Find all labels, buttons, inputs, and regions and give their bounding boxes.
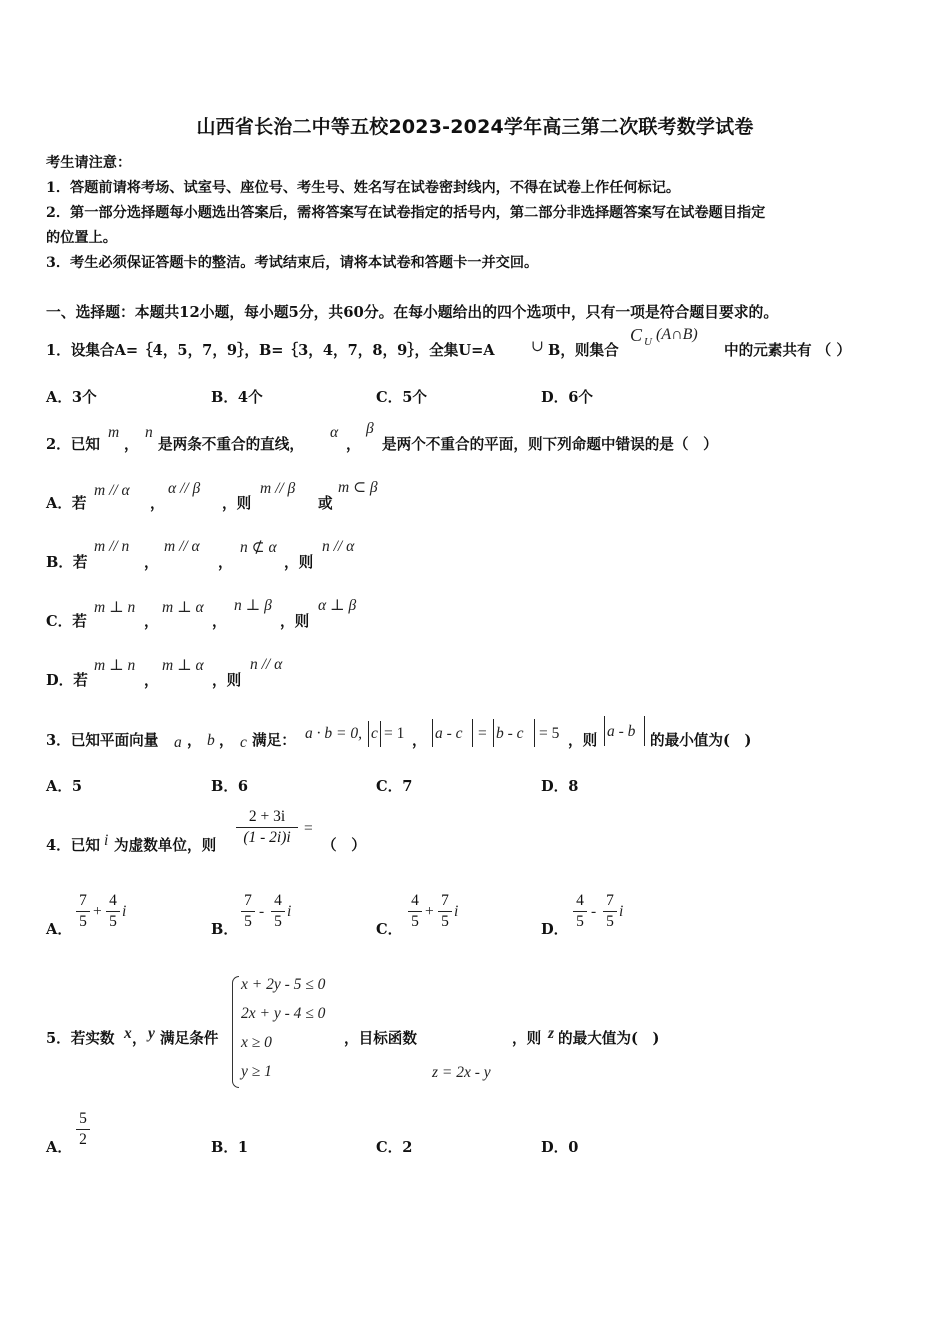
q4-option-a-frac2 bbox=[106, 892, 120, 931]
q4-option-c-frac2 bbox=[438, 892, 452, 931]
notice-item-2: 2．第一部分选择题每小题选出答案后，需将答案写在试卷指定的括号内，第二部分非选择题答案写在试卷题目指定 bbox=[46, 205, 766, 221]
q3-abs-bar bbox=[472, 719, 473, 747]
q4-option-c-label: C． bbox=[376, 921, 403, 938]
q2-d-result: n // α bbox=[250, 656, 283, 673]
q1-option-b: B．4个 bbox=[211, 389, 263, 406]
notice-item-3: 3．考生必须保证答题卡的整洁。考试结束后，请将本试卷和答题卡一并交回。 bbox=[46, 255, 539, 271]
q4-option-a-op: + bbox=[93, 903, 102, 920]
q2-b-cond3: n ⊄ α bbox=[240, 539, 277, 556]
q2-b-comma-1: ， bbox=[144, 554, 159, 571]
q3-cond4b: = 5 bbox=[539, 725, 560, 742]
q2-beta: β bbox=[366, 420, 374, 437]
q2-m: m bbox=[108, 424, 120, 441]
q2-a-comma: ， bbox=[150, 495, 165, 512]
q2-c-result: α ⊥ β bbox=[318, 597, 357, 614]
q5-y: y bbox=[148, 1025, 155, 1042]
q2-alpha: α bbox=[330, 424, 339, 441]
q2-b-cond2: m // α bbox=[164, 538, 200, 555]
q2-b-cond1: m // n bbox=[94, 538, 130, 555]
q5-constraint-1: x + 2y - 5 ≤ 0 bbox=[241, 976, 326, 993]
q5-objective: z = 2x - y bbox=[432, 1064, 491, 1081]
q2-comma: ， bbox=[124, 436, 139, 453]
q1-stem-b: B，则集合 bbox=[548, 342, 619, 359]
q5-stem-a: 5．若实数 bbox=[46, 1030, 115, 1047]
frac-num: 7 bbox=[244, 892, 252, 909]
frac-den: 5 bbox=[274, 913, 282, 930]
q3-abs-bar bbox=[432, 719, 433, 747]
q4-option-b-frac2 bbox=[271, 892, 285, 931]
q3-stem-d: 的最小值为( ) bbox=[650, 732, 752, 749]
q5-stem-c: ，目标函数 bbox=[344, 1030, 417, 1047]
q3-cond2b: = 1 bbox=[384, 725, 405, 742]
q5-constraint-4: y ≥ 1 bbox=[241, 1063, 272, 1080]
q2-stem-b: 是两条不重合的直线， bbox=[158, 436, 304, 453]
frac-num: 7 bbox=[441, 892, 449, 909]
q2-stem-a: 2．已知 bbox=[46, 436, 100, 453]
q3-vector-c: c bbox=[240, 734, 247, 751]
q1-union: ∪ bbox=[531, 338, 544, 355]
q5-system-brace bbox=[232, 976, 239, 1088]
q3-abs-bar bbox=[644, 716, 645, 746]
q1-stem-a: 1．设集合A=｛4，5，7，9｝，B=｛3，4，7，8，9｝，全集U=A bbox=[46, 342, 495, 359]
q5-stem-b: 满足条件 bbox=[160, 1030, 219, 1047]
frac-bar bbox=[573, 911, 587, 912]
q1-set-sub: U bbox=[644, 336, 652, 348]
q4-equals: = bbox=[304, 820, 313, 837]
q4-option-d-frac2 bbox=[603, 892, 617, 931]
frac-num: 4 bbox=[274, 892, 282, 909]
q4-option-a-frac1 bbox=[76, 892, 90, 931]
q1-option-c: C．5个 bbox=[376, 389, 427, 406]
q2-b-then: ，则 bbox=[284, 554, 314, 571]
frac-num: 4 bbox=[109, 892, 117, 909]
q5-comma: ， bbox=[132, 1030, 147, 1047]
q4-option-a-label: A． bbox=[46, 921, 72, 938]
q5-stem-e: 的最大值为( ) bbox=[558, 1030, 660, 1047]
q4-option-c-frac1 bbox=[408, 892, 422, 931]
frac-den: 5 bbox=[109, 913, 117, 930]
q4-numerator: 2 + 3i bbox=[248, 808, 286, 825]
q2-comma-2: ， bbox=[346, 436, 361, 453]
frac-den: 2 bbox=[79, 1131, 87, 1148]
q2-a-label: A．若 bbox=[46, 495, 87, 512]
q4-option-d-i: i bbox=[619, 903, 624, 920]
q2-n: n bbox=[145, 424, 153, 441]
q4-option-d-op: - bbox=[591, 903, 597, 920]
q2-d-comma: ， bbox=[144, 672, 159, 689]
notice-item-2-cont: 的位置上。 bbox=[46, 230, 117, 246]
frac-num: 5 bbox=[79, 1110, 87, 1127]
q5-option-a-label: A． bbox=[46, 1139, 72, 1156]
q3-cond1: a · b = 0, bbox=[305, 725, 362, 742]
q2-b-comma-2: ， bbox=[218, 554, 233, 571]
q3-comma-2: ， bbox=[219, 732, 234, 749]
q2-a-then: ，则 bbox=[222, 495, 252, 512]
q5-option-a-fraction bbox=[76, 1110, 90, 1149]
frac-den: 5 bbox=[576, 913, 584, 930]
frac-bar bbox=[241, 911, 255, 912]
q2-d-cond2: m ⊥ α bbox=[162, 657, 204, 674]
q2-a-or: 或 bbox=[318, 495, 333, 512]
q5-stem-d: ，则 bbox=[512, 1030, 542, 1047]
frac-num: 4 bbox=[576, 892, 584, 909]
frac-bar bbox=[76, 1129, 90, 1130]
q3-target: a - b bbox=[607, 723, 636, 740]
q5-x: x bbox=[124, 1025, 132, 1042]
q2-d-cond1: m ⊥ n bbox=[94, 657, 136, 674]
q2-b-label: B．若 bbox=[46, 554, 88, 571]
q4-option-c-i: i bbox=[454, 903, 459, 920]
frac-bar bbox=[76, 911, 90, 912]
q3-cond2: c bbox=[371, 725, 378, 742]
q4-stem-b: 为虚数单位，则 bbox=[114, 837, 217, 854]
q1-option-a: A．3个 bbox=[46, 389, 97, 406]
q1-stem-c: 中的元素共有 （ ） bbox=[724, 342, 851, 359]
q2-d-label: D．若 bbox=[46, 672, 88, 689]
q4-stem-a: 4．已知 bbox=[46, 837, 100, 854]
q4-option-c-op: + bbox=[425, 903, 434, 920]
frac-den: 5 bbox=[79, 913, 87, 930]
frac-num: 7 bbox=[606, 892, 614, 909]
q2-c-cond3: n ⊥ β bbox=[234, 597, 272, 614]
q4-i: i bbox=[104, 832, 109, 849]
q3-vector-a: a bbox=[174, 734, 182, 751]
q1-set-arg: (A∩B) bbox=[656, 326, 698, 343]
q3-stem-a: 3．已知平面向量 bbox=[46, 732, 159, 749]
q2-a-result1: m // β bbox=[260, 480, 296, 497]
q3-option-b: B．6 bbox=[211, 778, 249, 795]
q2-c-comma-1: ， bbox=[144, 613, 159, 630]
q2-a-cond1: m // α bbox=[94, 482, 130, 499]
section-heading: 一、选择题：本题共12小题，每小题5分，共60分。在每小题给出的四个选项中，只有一项是符合题目要求的。 bbox=[46, 304, 779, 321]
q3-abs-bar bbox=[380, 721, 381, 747]
q4-option-b-op: - bbox=[259, 903, 265, 920]
frac-num: 4 bbox=[411, 892, 419, 909]
frac-den: 5 bbox=[441, 913, 449, 930]
q3-stem-b: 满足： bbox=[252, 732, 296, 749]
q3-option-a: A．5 bbox=[46, 778, 83, 795]
q3-abs-bar bbox=[493, 719, 494, 747]
q2-d-then: ，则 bbox=[212, 672, 242, 689]
q4-stem-c: （ ） bbox=[322, 837, 366, 854]
q2-c-cond1: m ⊥ n bbox=[94, 599, 136, 616]
q4-fraction bbox=[236, 808, 298, 847]
q2-c-label: C．若 bbox=[46, 613, 87, 630]
q3-cond4: b - c bbox=[496, 725, 524, 742]
q3-comma-3: ， bbox=[412, 732, 427, 749]
q3-cond3: a - c bbox=[435, 725, 463, 742]
q4-fraction-bar bbox=[236, 827, 298, 828]
frac-num: 7 bbox=[79, 892, 87, 909]
q2-c-then: ，则 bbox=[280, 613, 310, 630]
page-title: 山西省长治二中等五校2023-2024学年高三第二次联考数学试卷 bbox=[196, 116, 754, 138]
q3-stem-c: ，则 bbox=[568, 732, 598, 749]
q2-stem-c: 是两个不重合的平面，则下列命题中错误的是（ ） bbox=[382, 436, 718, 453]
q4-option-b-i: i bbox=[287, 903, 292, 920]
notice-item-1: 1．答题前请将考场、试室号、座位号、考生号、姓名写在试卷密封线内，不得在试卷上作任何标记。 bbox=[46, 180, 681, 196]
frac-bar bbox=[408, 911, 422, 912]
q4-option-d-label: D． bbox=[541, 921, 569, 938]
frac-bar bbox=[271, 911, 285, 912]
q5-option-b: B．1 bbox=[211, 1139, 249, 1156]
q4-option-b-label: B． bbox=[211, 921, 238, 938]
q3-abs-bar bbox=[534, 719, 535, 747]
frac-den: 5 bbox=[411, 913, 419, 930]
q2-a-cond2: α // β bbox=[168, 480, 201, 497]
q4-option-a-i: i bbox=[122, 903, 127, 920]
q2-c-comma-2: ， bbox=[212, 613, 227, 630]
q4-denominator: (1 - 2i)i bbox=[243, 829, 291, 846]
q5-z: z bbox=[548, 1025, 555, 1042]
notice-heading: 考生请注意： bbox=[46, 155, 132, 171]
q3-comma-1: ， bbox=[187, 732, 202, 749]
q4-option-d-frac1 bbox=[573, 892, 587, 931]
q1-option-d: D．6个 bbox=[541, 389, 593, 406]
q1-set-c: C bbox=[630, 325, 643, 345]
frac-den: 5 bbox=[606, 913, 614, 930]
q2-a-result2: m ⊂ β bbox=[338, 479, 378, 496]
q5-option-c: C．2 bbox=[376, 1139, 413, 1156]
q3-abs-bar bbox=[604, 716, 605, 746]
frac-bar bbox=[603, 911, 617, 912]
frac-bar bbox=[106, 911, 120, 912]
q3-abs-bar bbox=[368, 721, 369, 747]
frac-den: 5 bbox=[244, 913, 252, 930]
frac-bar bbox=[438, 911, 452, 912]
q3-option-d: D．8 bbox=[541, 778, 579, 795]
q3-vector-b: b bbox=[207, 732, 215, 749]
q2-b-result: n // α bbox=[322, 538, 355, 555]
q2-c-cond2: m ⊥ α bbox=[162, 599, 204, 616]
q4-option-b-frac1 bbox=[241, 892, 255, 931]
q3-cond3b: = bbox=[478, 725, 487, 742]
q5-option-d: D．0 bbox=[541, 1139, 579, 1156]
q3-option-c: C．7 bbox=[376, 778, 413, 795]
q5-constraint-3: x ≥ 0 bbox=[241, 1034, 272, 1051]
q5-constraint-2: 2x + y - 4 ≤ 0 bbox=[241, 1005, 326, 1022]
